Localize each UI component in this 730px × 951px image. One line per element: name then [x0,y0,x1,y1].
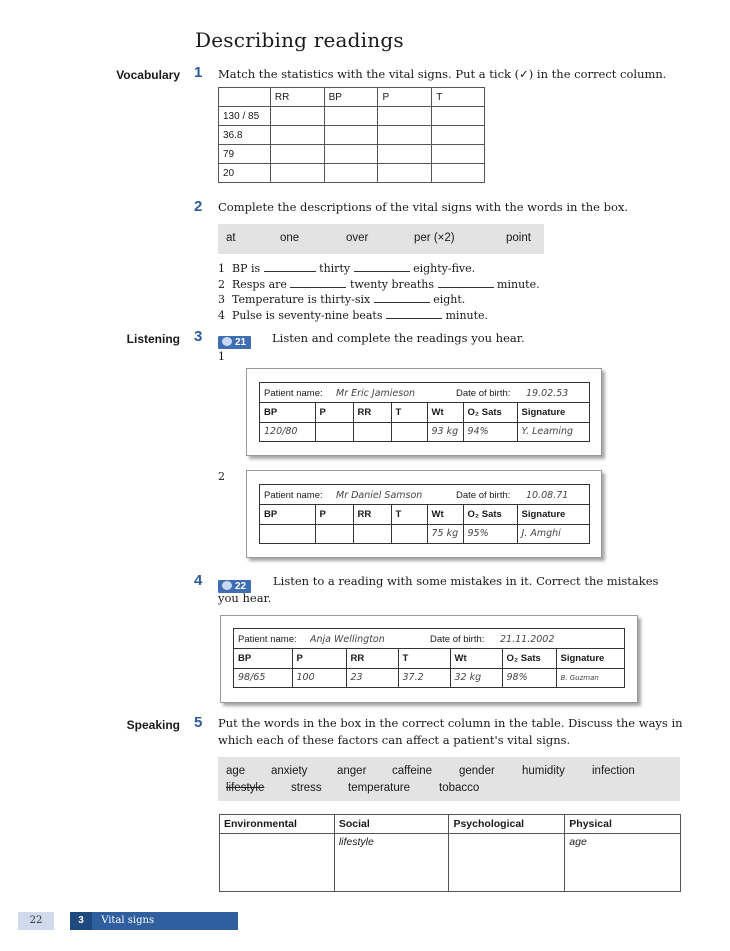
unit-title: Vital signs [101,915,155,926]
word-box [218,757,680,801]
answer-cell[interactable]: lifestyle [334,834,449,892]
section-label-listening: Listening [126,332,180,346]
answer-cell[interactable] [391,524,427,543]
answer-cell[interactable] [353,422,391,441]
answer-cell[interactable] [315,524,353,543]
row-label: 79 [219,145,271,164]
exercise-4-instruction: Listen to a reading with some mistakes in it. Correct the mistakes [273,574,659,588]
exercise-2-items [218,261,618,323]
exercise-4-instruction-cont: you hear. [218,591,272,605]
exercise-1-number: 1 [194,64,203,81]
word-box-item: at [226,232,236,244]
tick-cell[interactable] [270,126,324,145]
row-label: 36.8 [219,126,271,145]
list-item: 2 Resps are twenty breaths minute. [218,277,540,291]
unit-number: 3 [70,912,92,930]
page-title: Describing readings [195,28,404,52]
form-header: Patient name: Anja Wellington Date of birth: 21.11.2002 [234,629,624,649]
reading-cell[interactable]: 32 kg [450,668,502,687]
table-row [219,145,485,164]
word-box-item: gender [459,765,495,777]
patient-card-3 [220,615,638,703]
tick-cell[interactable] [378,145,432,164]
tick-cell[interactable] [270,107,324,126]
patient-name: Anja Wellington [310,634,385,645]
reading-cell[interactable]: 98/65 [234,668,292,687]
word-box-item: one [280,232,300,244]
list-item: 3 Temperature is thirty-six eight. [218,293,466,306]
row-label: 130 / 85 [219,107,271,126]
table-row: 75 kg 95% J. Amghi [260,524,589,543]
answer-blank[interactable] [438,279,494,288]
table-row [220,834,681,892]
answer-cell[interactable] [315,422,353,441]
tick-cell[interactable] [324,126,378,145]
exercise-4-number: 4 [194,572,203,589]
answer-cell[interactable] [449,834,565,892]
exercise-3-instruction: Listen and complete the readings you hear. [272,331,525,345]
tick-cell[interactable] [432,126,485,145]
answer-blank[interactable] [354,263,410,272]
table-header-psychological: Psychological [449,815,565,834]
answer-cell[interactable]: age [565,834,681,892]
date-of-birth: 10.08.71 [526,490,569,501]
tick-cell[interactable] [432,107,485,126]
tick-cell[interactable] [324,145,378,164]
word-box-item: age [226,765,246,777]
patient-form: Patient name: Anja Wellington Date of birth: 21.11.2002 BP P RR T Wt O₂ Sats Signature 98/65 100 23 37.2 32 kg 98% B. Guzman [233,628,625,688]
table-row: 120/80 93 kg 94% Y. Leaming [260,422,589,441]
word-box-item: caffeine [392,765,433,777]
form-header: Patient name: Mr Daniel Samson Date of birth: 10.08.71 [260,485,589,505]
word-box-item: anxiety [271,765,308,777]
table-row [219,164,485,183]
cd-icon [222,337,232,346]
table-row [234,668,624,687]
patient-card-2 [246,470,602,558]
table-header-environmental: Environmental [220,815,335,834]
word-box-item: infection [592,765,635,777]
word-box-item: stress [291,782,322,794]
section-label-vocabulary: Vocabulary [116,68,180,82]
table-header-physical: Physical [565,815,681,834]
answer-cell[interactable] [260,524,315,543]
form-header: Patient name: Mr Eric Jamieson Date of birth: 19.02.53 [260,383,589,403]
tick-cell[interactable] [270,145,324,164]
word-box-item: per (×2) [414,232,455,244]
patient-card-1 [246,368,602,456]
row-label: 20 [219,164,271,183]
cd-icon [222,581,232,590]
word-box-item: anger [337,765,367,777]
tick-cell[interactable] [324,107,378,126]
reading-cell[interactable]: 100 [292,668,346,687]
tick-cell[interactable] [324,164,378,183]
reading-cell[interactable]: 98% [502,668,556,687]
exercise-1-instruction: Match the statistics with the vital signs. Put a tick (✓) in the correct column. [218,67,667,81]
patient-form: Patient name: Mr Daniel Samson Date of birth: 10.08.71 BP P RR T Wt O₂ Sats Signature 75 kg 95% J. Amghi [259,484,590,544]
section-label-speaking: Speaking [126,718,180,732]
tick-cell[interactable] [432,145,485,164]
tick-cell[interactable] [270,164,324,183]
answer-blank[interactable] [374,294,430,303]
exercise-5-instruction: Put the words in the box in the correct column in the table. Discuss the ways in [218,716,683,730]
answer-cell[interactable] [353,524,391,543]
answer-cell[interactable] [220,834,335,892]
item-number: 1 [218,350,225,363]
exercise-1-table [218,87,485,183]
table-header-social: Social [334,815,449,834]
exercise-2-instruction: Complete the descriptions of the vital signs with the words in the box. [218,200,629,214]
page-number: 22 [18,912,54,930]
exercise-5-number: 5 [194,714,203,731]
word-box-item-used: lifestyle [226,782,265,794]
word-box-item: temperature [348,782,411,794]
signature: J. Amghi [517,524,589,543]
patient-name: Mr Daniel Samson [336,490,423,501]
exercise-5-instruction-cont: which each of these factors can affect a patient's vital signs. [218,733,571,747]
answer-blank[interactable] [264,263,316,272]
tick-cell[interactable] [378,164,432,183]
reading-cell[interactable]: 23 [346,668,398,687]
word-box-item: over [346,232,369,244]
tick-cell[interactable] [432,164,485,183]
date-of-birth: 21.11.2002 [500,634,555,645]
audio-track-22[interactable]: 22 [218,574,251,593]
table-header-p: P [378,88,432,107]
list-item: 1 BP is thirty eighty-five. [218,262,476,275]
answer-cell[interactable] [391,422,427,441]
table-row [219,126,485,145]
item-number: 2 [218,470,225,483]
audio-track-21[interactable]: 21 [218,330,251,349]
tick-cell[interactable] [378,126,432,145]
signature: Y. Leaming [517,422,589,441]
date-of-birth: 19.02.53 [526,388,569,399]
patient-form: Patient name: Mr Eric Jamieson Date of birth: 19.02.53 BP P RR T Wt O₂ Sats Signature 120/80 93 kg 94% Y. Leaming [259,382,590,442]
exercise-5-table [219,814,681,892]
exercise-2-number: 2 [194,198,203,215]
table-header [219,88,271,107]
word-box-item: tobacco [439,782,480,794]
answer-blank[interactable] [290,279,346,288]
unit-footer [70,912,238,930]
exercise-3-number: 3 [194,328,203,345]
table-row [219,107,485,126]
table-header-rr: RR [270,88,324,107]
patient-name: Mr Eric Jamieson [336,388,416,399]
table-header-bp: BP [324,88,378,107]
tick-cell[interactable] [378,107,432,126]
signature: B. Guzman [556,668,624,687]
list-item: 4 Pulse is seventy-nine beats minute. [218,308,489,322]
reading-cell[interactable]: 37.2 [398,668,450,687]
word-box-item: point [506,232,531,244]
answer-blank[interactable] [386,310,442,319]
table-header-t: T [432,88,485,107]
word-box [218,224,544,254]
word-box-item: humidity [522,765,565,777]
